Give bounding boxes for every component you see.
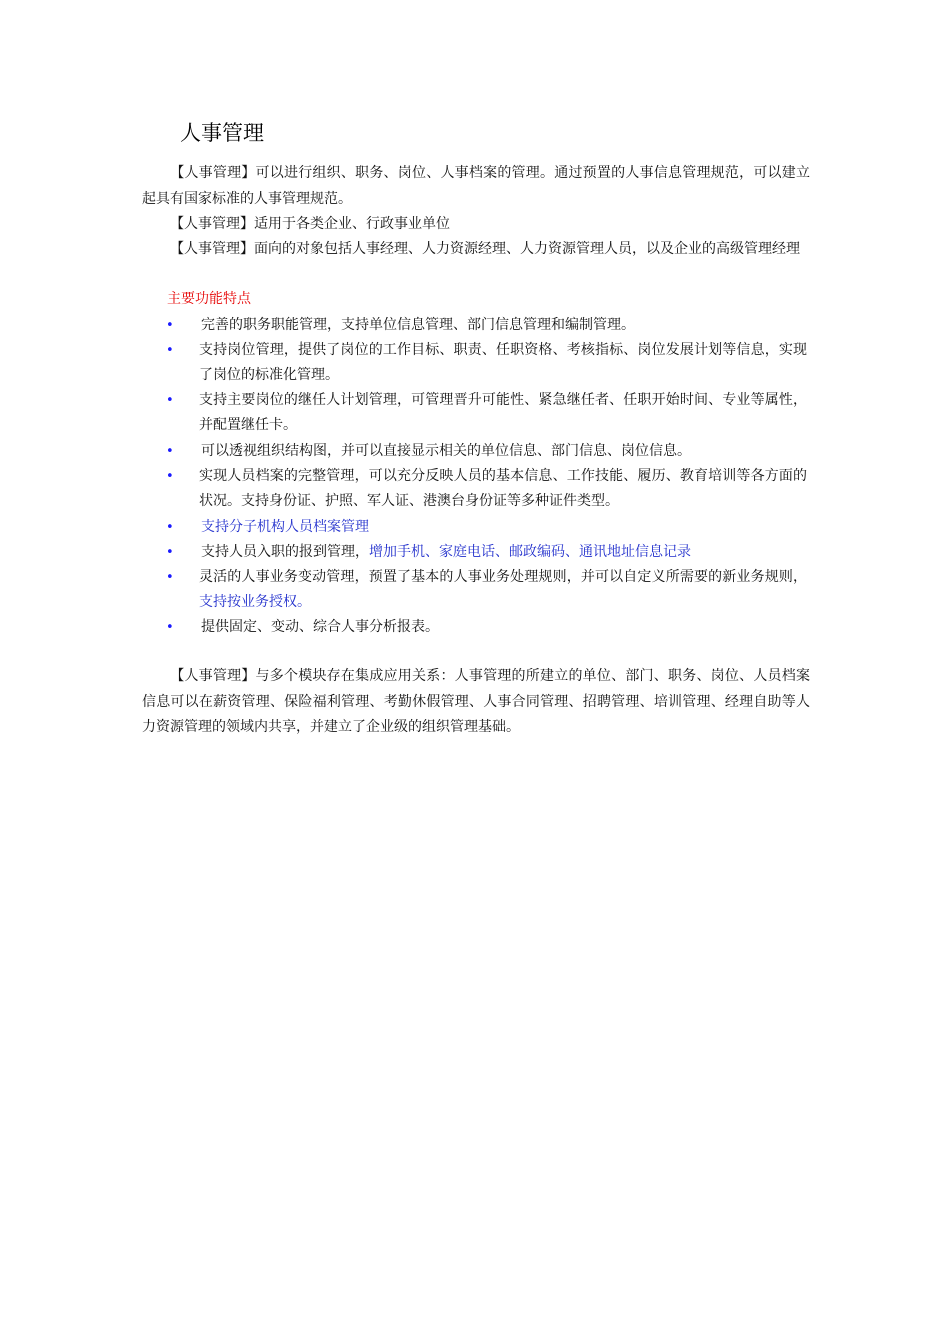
closing-text: 【人事管理】与多个模块存在集成应用关系：人事管理的所建立的单位、部门、职务、岗位、人员档案信息可以在薪资管理、保险福利管理、考勤休假管理、人事合同管理、招聘管理、培训管理、经理自助等人力资源管理的领域内共享，并建立了企业级的组织管理基础。	[142, 668, 810, 735]
intro-text-1: 【人事管理】可以进行组织、职务、岗位、人事档案的管理。通过预置的人事信息管理规范，可以建立起具有国家标准的人事管理规范。	[142, 165, 810, 207]
page-title: 人事管理	[180, 121, 264, 145]
feature-text: 支持人员入职的报到管理，	[201, 544, 369, 560]
feature-text: 完善的职务职能管理，支持单位信息管理、部门信息管理和编制管理。	[201, 317, 635, 333]
feature-text: 实现人员档案的完整管理，可以充分反映人员的基本信息、工作技能、履历、教育培训等各方面的状况。支持身份证、护照、军人证、港澳台身份证等多种证件类型。	[199, 468, 807, 509]
bullet-icon: •	[166, 444, 174, 459]
feature-highlight: 支持分子机构人员档案管理	[201, 519, 369, 535]
intro-text-3: 【人事管理】面向的对象包括人事经理、人力资源经理、人力资源管理人员，以及企业的高级管理经理	[170, 241, 800, 257]
feature-text: 支持主要岗位的继任人计划管理，可管理晋升可能性、紧急继任者、任职开始时间、专业等属性，并配置继任卡。	[199, 392, 807, 433]
intro-text-2: 【人事管理】适用于各类企业、行政事业单位	[170, 216, 450, 232]
features-heading: 主要功能特点	[167, 291, 251, 307]
feature-highlight: 增加手机、家庭电话、邮政编码、通讯地址信息记录	[369, 544, 691, 560]
feature-text: 可以透视组织结构图，并可以直接显示相关的单位信息、部门信息、岗位信息。	[201, 443, 691, 459]
intro-paragraph-1	[142, 161, 810, 212]
bullet-icon: •	[166, 393, 174, 408]
bullet-icon: •	[166, 570, 174, 585]
bullet-icon: •	[166, 520, 174, 535]
intro-paragraph-3	[142, 237, 810, 263]
intro-paragraph-2	[142, 212, 810, 238]
bullet-icon: •	[166, 545, 174, 560]
feature-highlight: 支持按业务授权。	[199, 594, 311, 610]
feature-text: 灵活的人事业务变动管理，预置了基本的人事业务处理规则，并可以自定义所需要的新业务规则，	[199, 569, 807, 585]
feature-text: 提供固定、变动、综合人事分析报表。	[201, 619, 439, 635]
bullet-icon: •	[166, 318, 174, 333]
bullet-icon: •	[166, 469, 174, 484]
bullet-icon: •	[166, 343, 174, 358]
feature-text: 支持岗位管理，提供了岗位的工作目标、职责、任职资格、考核指标、岗位发展计划等信息，实现了岗位的标准化管理。	[199, 342, 807, 383]
closing-paragraph	[142, 664, 810, 741]
bullet-icon: •	[166, 620, 174, 635]
